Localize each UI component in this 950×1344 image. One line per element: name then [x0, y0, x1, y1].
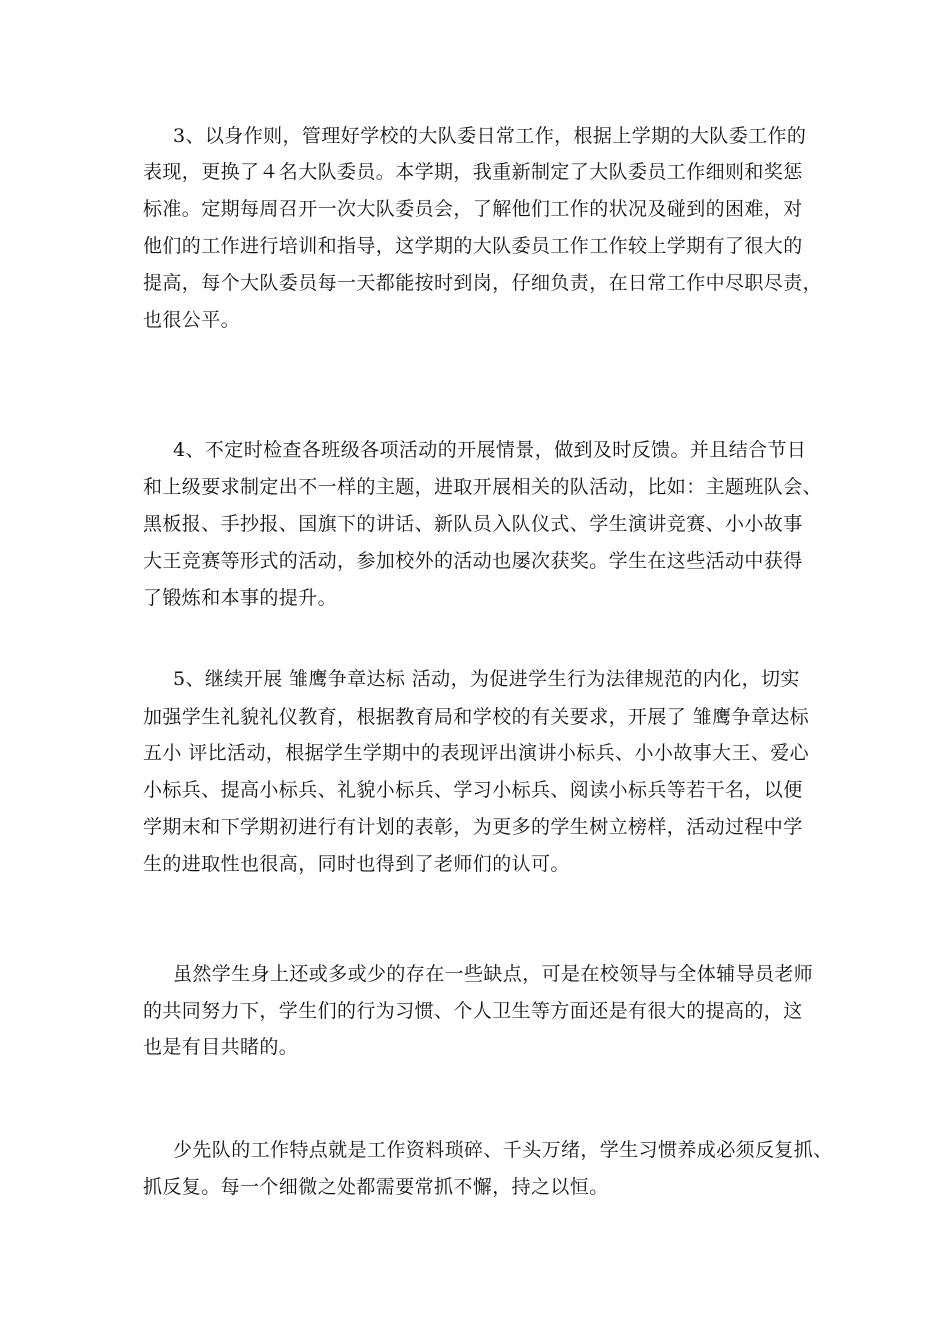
paragraph-line: 的共同努力下，学生们的行为习惯、个人卫生等方面还是有很大的提高的，这 [143, 1000, 803, 1022]
paragraph-line: 虽然学生身上还或多或少的存在一些缺点，可是在校领导与全体辅导员老师 [173, 963, 814, 985]
paragraph-line: 少先队的工作特点就是工作资料琐碎、千头万绪，学生习惯养成必须反复抓、 [173, 1139, 833, 1161]
paragraph-line: 抓反复。每一个细微之处都需要常抓不懈，持之以恒。 [143, 1176, 609, 1198]
paragraph-line: 4、不定时检查各班级各项活动的开展情景，做到及时反馈。并且结合节日 [173, 439, 807, 461]
paragraph-line: 大王竞赛等形式的活动，参加校外的活动也屡次获奖。学生在这些活动中获得 [143, 550, 803, 572]
paragraph-line: 5、继续开展 雏鹰争章达标 活动，为促进学生行为法律规范的内化，切实 [173, 668, 800, 690]
paragraph-line: 和上级要求制定出不一样的主题，进取开展相关的队活动，比如：主题班队会、 [143, 476, 823, 498]
paragraph-line: 标准。定期每周召开一次大队委员会，了解他们工作的状况及碰到的困难，对 [143, 198, 803, 220]
paragraph-line: 3、以身作则，管理好学校的大队委日常工作，根据上学期的大队委工作的 [173, 125, 807, 147]
paragraph-line: 他们的工作进行培训和指导，这学期的大队委员工作工作较上学期有了很大的 [143, 235, 803, 257]
paragraph-line: 也很公平。 [143, 309, 241, 331]
paragraph-line: 了锻炼和本事的提升。 [143, 587, 338, 609]
paragraph-line: 小标兵、提高小标兵、礼貌小标兵、学习小标兵、阅读小标兵等若干名，以便 [143, 779, 803, 801]
paragraph-line: 五小 评比活动，根据学生学期中的表现评出演讲小标兵、小小故事大王、爱心 [143, 742, 810, 764]
paragraph-line: 学期末和下学期初进行有计划的表彰，为更多的学生树立榜样，活动过程中学 [143, 816, 803, 838]
paragraph-line: 也是有目共睹的。 [143, 1036, 299, 1058]
paragraph-line: 提高，每个大队委员每一天都能按时到岗，仔细负责，在日常工作中尽职尽责， [143, 272, 823, 294]
paragraph-line: 表现，更换了４名大队委员。本学期，我重新制定了大队委员工作细则和奖惩 [143, 161, 803, 183]
paragraph-line: 加强学生礼貌礼仪教育，根据教育局和学校的有关要求，开展了 雏鹰争章达标 [143, 706, 810, 728]
paragraph-line: 生的进取性也很高，同时也得到了老师们的认可。 [143, 853, 570, 875]
paragraph-line: 黑板报、手抄报、国旗下的讲话、新队员入队仪式、学生演讲竞赛、小小故事 [143, 513, 803, 535]
